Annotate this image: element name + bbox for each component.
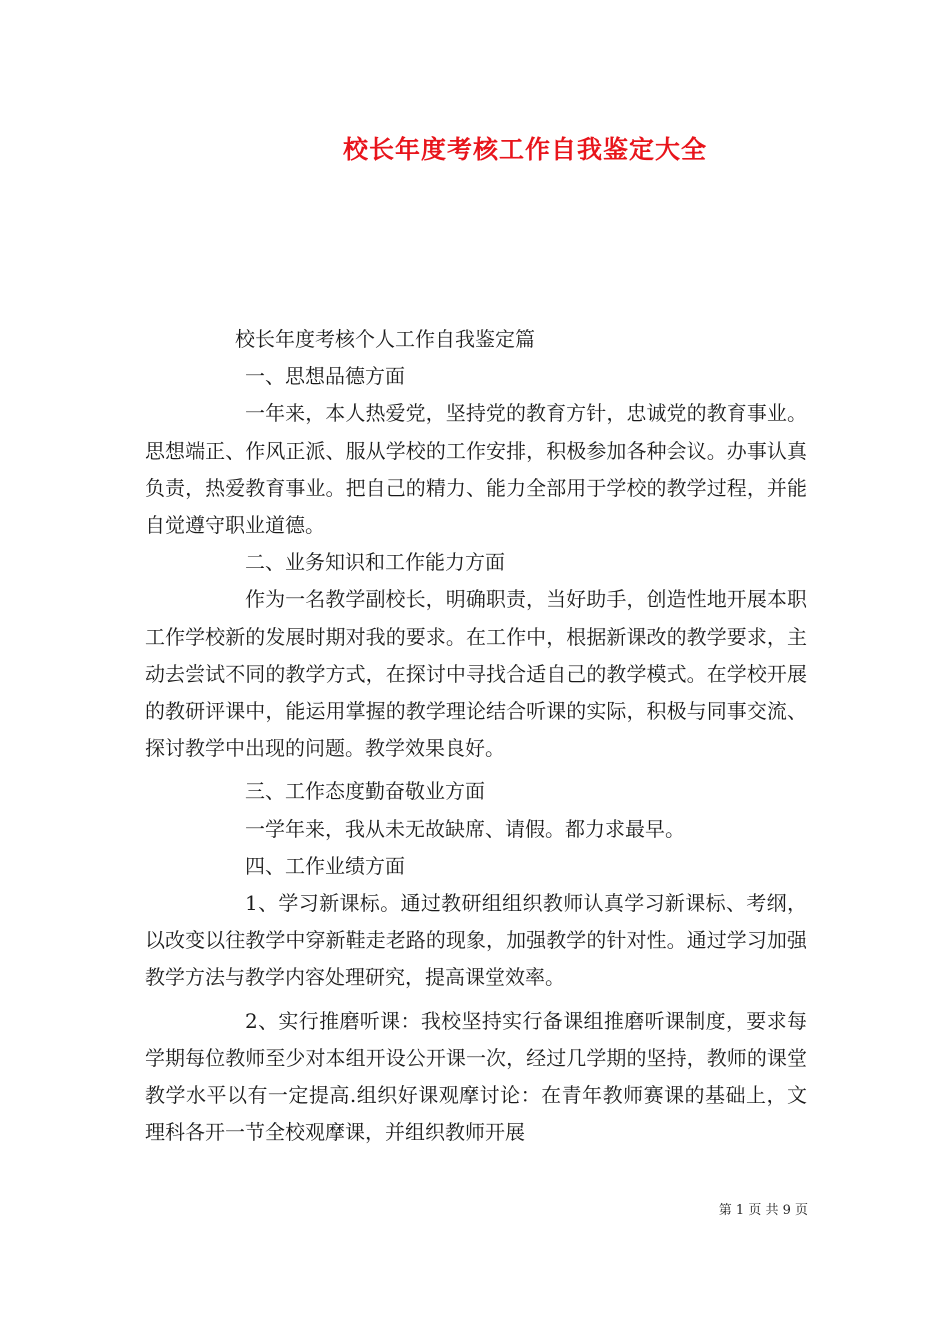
- section-heading: 四、工作业绩方面: [245, 853, 405, 878]
- section-heading: 二、业务知识和工作能力方面: [245, 550, 505, 575]
- section-heading: 三、工作态度勤奋敬业方面: [245, 779, 485, 804]
- section-heading: 一、思想品德方面: [245, 364, 405, 389]
- document-title: 校长年度考核工作自我鉴定大全: [342, 135, 707, 164]
- body-paragraph: 2、实行推磨听课：我校坚持实行备课组推磨听课制度，要求每学期每位教师至少对本组开设公开课一次，经过几学期的坚持，教师的课堂教学水平以有一定提高.组织好课观摩讨论：在青年教师赛课的基础上，文理科各开一节全校观摩课，并组织教师开展: [145, 1008, 807, 1145]
- body-paragraph: 一学年来，我从未无故缺席、请假。都力求最早。: [245, 816, 685, 841]
- body-paragraph: 1、学习新课标。通过教研组组织教师认真学习新课标、考纲，以改变以往教学中穿新鞋走老路的现象，加强教学的针对性。通过学习加强教学方法与教学内容处理研究，提高课堂效率。: [145, 891, 807, 990]
- body-paragraph: 作为一名教学副校长，明确职责，当好助手，创造性地开展本职工作学校新的发展时期对我的要求。在工作中，根据新课改的教学要求，主动去尝试不同的教学方式，在探讨中寻找合适自己的教学模式。在学校开展的教研评课中，能运用掌握的教学理论结合听课的实际，积极与同事交流、探讨教学中出现的问题。教学效果良好。: [145, 587, 807, 761]
- document-subtitle: 校长年度考核个人工作自我鉴定篇: [235, 327, 535, 351]
- page-number: 第 1 页 共 9 页: [718, 1203, 808, 1218]
- body-paragraph: 一年来，本人热爱党，坚持党的教育方针，忠诚党的教育事业。思想端正、作风正派、服从学校的工作安排，积极参加各种会议。办事认真负责，热爱教育事业。把自己的精力、能力全部用于学校的教学过程，并能自觉遵守职业道德。: [145, 401, 807, 538]
- document-body: [145, 321, 807, 1151]
